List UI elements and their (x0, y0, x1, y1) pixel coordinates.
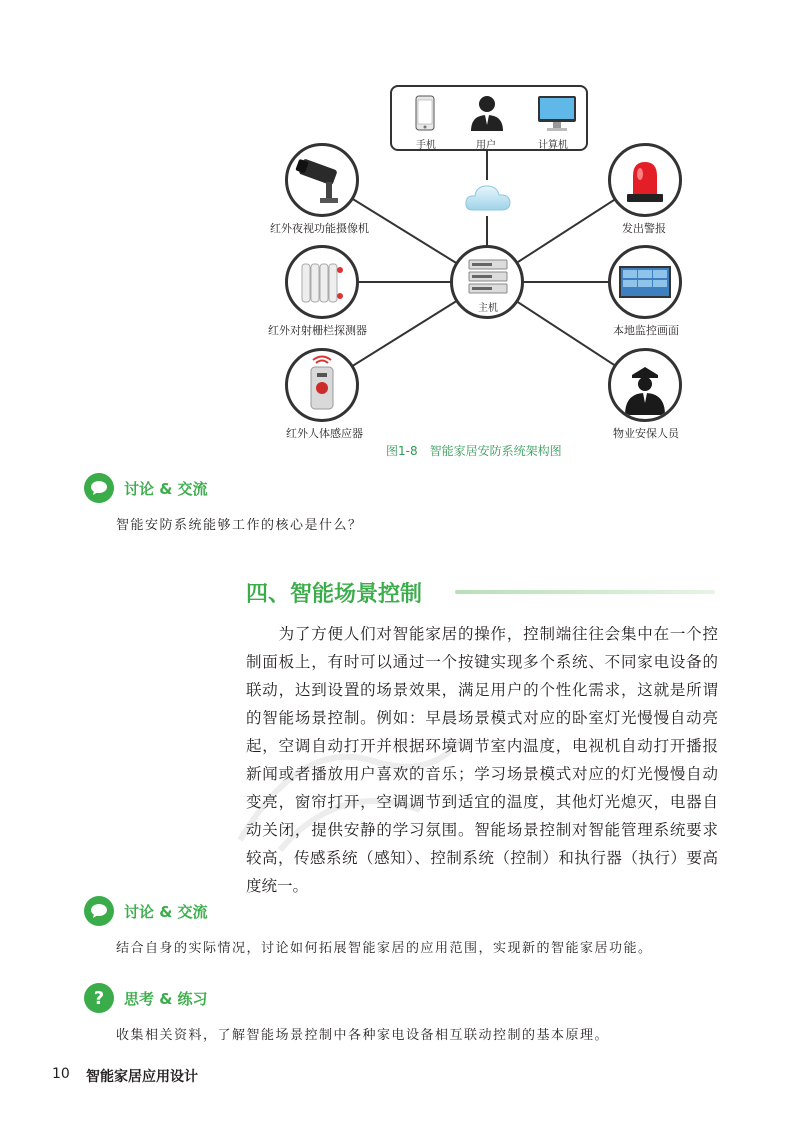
discussion-2-title: 讨论 & 交流 (124, 902, 208, 921)
practice-header (84, 983, 208, 1013)
speech-bubble-icon (84, 473, 114, 503)
discussion-2-header (84, 896, 208, 926)
camera-label: 红外夜视功能摄像机 (270, 222, 369, 235)
paragraph-line: 制面板上，有时可以通过一个按键实现多个系统、不同家电设备的 (246, 653, 718, 671)
computer-icon (537, 94, 577, 134)
host-label: 主机 (478, 303, 498, 314)
discussion-1-title: 讨论 & 交流 (124, 479, 208, 498)
monitor-icon (615, 252, 675, 312)
alarm-label: 发出警报 (622, 222, 666, 235)
paragraph-line: 较高，传感系统（感知）、控制系统（控制）和执行器（执行）要高 (246, 849, 718, 867)
practice-title: 思考 & 练习 (124, 989, 208, 1008)
camera-node (285, 143, 359, 217)
title-rule (455, 590, 715, 594)
figure-caption-text: 智能家居安防系统架构图 (429, 444, 562, 458)
alarm-node (608, 143, 682, 217)
figure-caption (386, 442, 562, 459)
monitor-label: 本地监控画面 (613, 324, 679, 337)
practice-text: 收集相关资料，了解智能场景控制中各种家电设备相互联动控制的基本原理。 (116, 1028, 610, 1043)
paragraph-line: 联动，达到设置的场景效果，满足用户的个性化需求，这就是所谓 (246, 681, 718, 699)
fence-label: 红外对射栅栏探测器 (268, 324, 367, 337)
connector-lines (0, 0, 800, 470)
guard-icon (615, 355, 675, 415)
guard-node (608, 348, 682, 422)
paragraph-line: 为了方便人们对智能家居的操作，控制端往往会集中在一个控 (246, 625, 718, 643)
fence-node (285, 245, 359, 319)
discussion-2-text: 结合自身的实际情况，讨论如何拓展智能家居的应用范围，实现新的智能家居功能。 (116, 941, 653, 956)
user-icon (468, 95, 506, 131)
paragraph-line: 的智能场景控制。例如：早晨场景模式对应的卧室灯光慢慢自动亮 (246, 709, 718, 727)
phone-icon (415, 95, 435, 131)
monitor-node (608, 245, 682, 319)
section-paragraph (246, 620, 718, 900)
phone-label: 手机 (416, 140, 436, 151)
computer-label: 计算机 (538, 140, 568, 151)
alarm-light-icon (615, 150, 675, 210)
discussion-1-header (84, 473, 208, 503)
server-icon (467, 258, 509, 298)
architecture-figure (0, 0, 800, 470)
paragraph-line: 度统一。 (246, 877, 309, 895)
sensor-button-icon (292, 355, 352, 415)
discussion-1-text: 智能安防系统能够工作的核心是什么？ (116, 518, 363, 533)
cloud-icon (463, 180, 513, 216)
question-icon: ? (84, 983, 114, 1013)
guard-label: 物业安保人员 (613, 427, 679, 440)
book-title: 智能家居应用设计 (86, 1069, 198, 1085)
camera-icon (292, 150, 352, 210)
sensor-node (285, 348, 359, 422)
page-number: 10 (52, 1066, 70, 1082)
user-label: 用户 (476, 140, 496, 151)
paragraph-line: 新闻或者播放用户喜欢的音乐；学习场景模式对应的灯光慢慢自动 (246, 765, 718, 783)
figure-caption-number: 图1-8 (386, 444, 418, 458)
sensor-label: 红外人体感应器 (286, 427, 363, 440)
radiator-icon (292, 252, 352, 312)
paragraph-line: 变亮，窗帘打开，空调调节到适宜的温度，其他灯光熄灭，电器自 (246, 793, 718, 811)
speech-bubble-icon (84, 896, 114, 926)
paragraph-line: 动关闭，提供安静的学习氛围。智能场景控制对智能管理系统要求 (246, 821, 718, 839)
section-title: 四、智能场景控制 (246, 582, 423, 607)
paragraph-line: 起，空调自动打开并根据环境调节室内温度，电视机自动打开播报 (246, 737, 718, 755)
